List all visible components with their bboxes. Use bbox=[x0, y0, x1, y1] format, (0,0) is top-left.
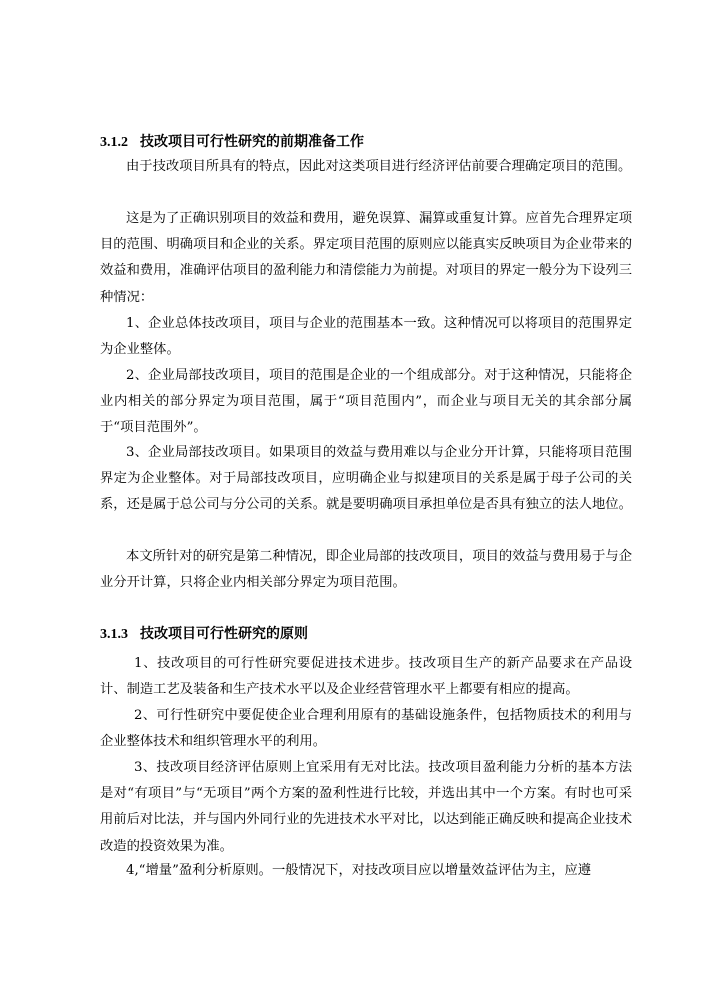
paragraph: 这是为了正确识别项目的效益和费用，避免误算、漏算或重复计算。应首先合理界定项目的范围、明确项目和企业的关系。界定项目范围的原则应以能真实反映项目为企业带来的效益和费用，准确评估项目的盈利能力和清偿能力为前提。对项目的界定一般分为下设列三种情况： bbox=[100, 211, 632, 305]
section-title: 技改项目可行性研究的前期准备工作 bbox=[140, 134, 364, 150]
paragraph: 4,“增量”盈利分析原则。一般情况下，对技改项目应以增量效益评估为主，应遵 bbox=[126, 863, 592, 878]
paragraph: 1、企业总体技改项目，项目与企业的范围基本一致。这种情况可以将项目的范围界定为企业整体。 bbox=[100, 316, 632, 358]
section-heading-3-1-3 bbox=[100, 624, 308, 645]
section-number: 3.1.3 bbox=[100, 627, 128, 642]
section-number: 3.1.2 bbox=[100, 135, 128, 150]
paragraph: 2、企业局部技改项目，项目的范围是企业的一个组成部分。对于这种情况，只能将企业内相关的部分界定为项目范围，属于“项目范围内”，而企业与项目无关的其余部分属于“项目范围外”。 bbox=[100, 368, 632, 436]
paragraph: 3、企业局部技改项目。如果项目的效益与费用难以与企业分开计算，只能将项目范围界定为企业整体。对于局部技改项目，应明确企业与拟建项目的关系是属于母子公司的关系，还是属于总公司与分公司的关系。就是要明确项目承担单位是否具有独立的法人地位。 bbox=[100, 445, 632, 513]
paragraph: 本文所针对的研究是第二种情况，即企业局部的技改项目，项目的效益与费用易于与企业分开计算，只将企业内相关部分界定为项目范围。 bbox=[100, 549, 632, 591]
paragraph: 3、技改项目经济评估原则上宜采用有无对比法。技改项目盈利能力分析的基本方法是对“有项目”与“无项目”两个方案的盈利性进行比较，并选出其中一个方案。有时也可采用前后对比法，并与国内外同行业的先进技术水平对比，以达到能正确反映和提高企业技术改造的投资效果为准。 bbox=[100, 760, 632, 854]
paragraph: 由于技改项目所具有的特点，因此对这类项目进行经济评估前要合理确定项目的范围。 bbox=[126, 159, 632, 174]
paragraph: 2、可行性研究中要促使企业合理利用原有的基础设施条件，包括物质技术的利用与企业整体技术和组织管理水平的利用。 bbox=[100, 708, 632, 750]
paragraph: 1、技改项目的可行性研究要促进技术进步。技改项目生产的新产品要求在产品设计、制造工艺及装备和生产技术水平以及企业经营管理水平上都要有相应的提高。 bbox=[100, 656, 632, 698]
section-title: 技改项目可行性研究的原则 bbox=[140, 626, 308, 642]
section-heading-3-1-2 bbox=[100, 132, 364, 153]
